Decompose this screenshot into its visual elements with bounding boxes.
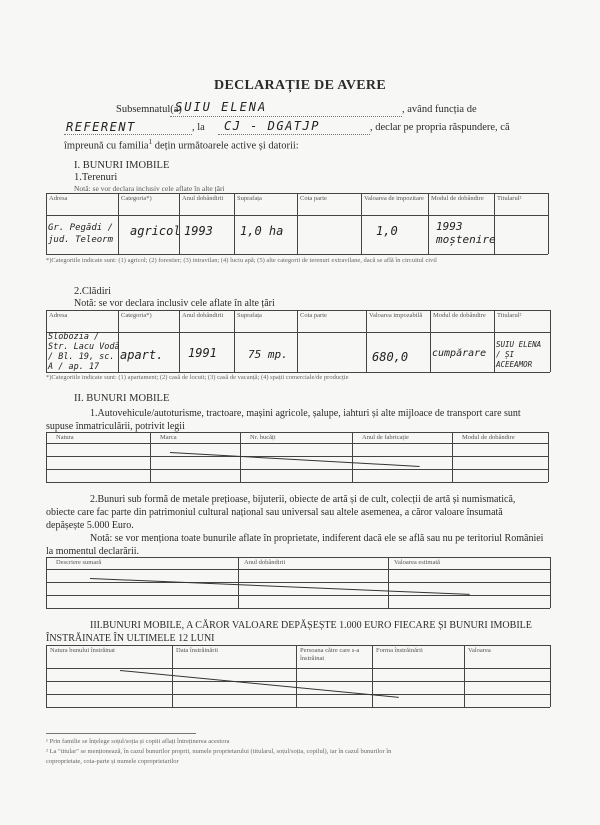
teren-categoria: agricol xyxy=(130,224,181,238)
cl-col-modul: Modul de dobândire xyxy=(433,312,486,319)
col-cota: Cota parte xyxy=(300,195,327,202)
auto-col-marca: Marca xyxy=(160,434,177,441)
cladire-modul: cumpărare xyxy=(432,348,487,359)
terenuri-footnote: *)Categoriile indicate sunt: (1) agricol; (2) forestier; (3) intravilan; (4) luciu apă; (5) alte categorii de terenuri extravilane, dacă se află în circuitul civil xyxy=(46,257,437,264)
intro-la: , la xyxy=(192,122,205,133)
bunuri-text-1: 2.Bunuri sub formă de metale prețioase, bijuterii, obiecte de artă și de cult, colecții de artă și numismatică, xyxy=(90,494,516,505)
intro-line2: împreună cu familia$^1$ dețin următoarele active și datorii: xyxy=(64,138,299,152)
teren-suprafata: 1,0 ha xyxy=(240,224,284,238)
bunuri-text-3: depășește 5.000 Euro. xyxy=(46,520,134,531)
col-titular: Titularul² xyxy=(497,195,522,202)
col-anul: Anul dobândirii xyxy=(182,195,224,202)
intro-declar: , declar pe propria răspundere, că xyxy=(370,122,510,133)
col-categoria: Categoria*) xyxy=(121,195,152,202)
col-suprafata: Suprafața xyxy=(237,195,262,202)
bunuri-strike-line xyxy=(90,578,470,595)
bunuri-note-1: Notă: se vor menționa toate bunurile aflate în proprietate, indiferent dacă ele se află sau nu pe teritoriul României xyxy=(90,533,544,544)
col-modul: Modul de dobândire xyxy=(431,195,484,202)
intro-avand: , având funcția de xyxy=(402,104,477,115)
section-2-title: II. BUNURI MOBILE xyxy=(74,393,170,404)
intro-subsemnatul: Subsemnatul(a) xyxy=(116,104,182,115)
declarant-function: REFERENT xyxy=(66,120,136,134)
terenuri-title: 1.Terenuri xyxy=(74,172,118,183)
teren-anul: 1993 xyxy=(184,224,213,238)
teren-valoarea: 1,0 xyxy=(376,224,398,238)
cladiri-footnote: *)Categoriile indicate sunt: (1) apartament; (2) casă de locuit; (3) casă de vacanță; (4) spații comerciale/de producție xyxy=(46,374,349,381)
footnote-2b: coproprietate, cota-parte și numele coproprietarilor xyxy=(46,758,179,765)
terenuri-note: Notă: se vor declara inclusiv cele aflate în alte țări xyxy=(74,184,225,193)
teren-adresa: Gr. Pegădi / jud. Teleorm xyxy=(48,223,114,245)
footnote-1: ¹ Prin familie se înțelege soțul/soția și copiii aflați întreținerea acestora xyxy=(46,738,230,745)
footnote-2a: ² La "titular" se menționează, în cazul bunurilor proprii, numele proprietarului (titularul, soțul/soția, copilul), iar în cazul bunurilor în xyxy=(46,748,392,755)
cl-col-adresa: Adresa xyxy=(49,312,68,319)
instr-col-persoana: Persoana către care s-a înstrăinat xyxy=(300,647,360,662)
col-adresa: Adresa xyxy=(49,195,68,202)
auto-text-1: 1.Autovehicule/autoturisme, tractoare, mașini agricole, șalupe, iahturi și alte mijloace de transport care sunt xyxy=(90,408,521,419)
auto-col-nr: Nr. bucăți xyxy=(250,434,276,441)
auto-col-modul: Modul de dobândire xyxy=(462,434,515,441)
auto-strike-line xyxy=(170,452,420,467)
section-3-title-2: ÎNSTRĂINATE ÎN ULTIMELE 12 LUNI xyxy=(46,633,215,644)
teren-modul: 1993 moștenire xyxy=(436,220,496,246)
cladire-valoarea: 680,0 xyxy=(372,350,409,364)
section-1-title: I. BUNURI IMOBILE xyxy=(74,160,170,171)
cl-col-cota: Cota parte xyxy=(300,312,327,319)
col-valoarea: Valoarea de impozitare xyxy=(364,195,424,202)
cl-col-titular: Titularul² xyxy=(497,312,522,319)
cladiri-note: Notă: se vor declara inclusiv cele aflate în alte țări xyxy=(74,298,275,309)
cladire-categoria: apart. xyxy=(120,348,164,362)
auto-col-anul: Anul de fabricație xyxy=(362,434,409,441)
auto-text-2: supuse înmatriculării, potrivit legii xyxy=(46,421,185,432)
page-title: DECLARAȚIE DE AVERE xyxy=(214,78,386,93)
cladire-suprafata: 75 mp. xyxy=(248,348,288,361)
declarant-institution: CJ - DGATJP xyxy=(224,119,320,133)
instr-col-natura: Natura bunului înstrăinat xyxy=(50,647,115,654)
bunuri-note-2: la momentul declarării. xyxy=(46,546,140,557)
cl-col-categoria: Categoria*) xyxy=(121,312,152,319)
bunuri-text-2: obiecte care fac parte din patrimoniul cultural național sau universal sau altele asemenea, a căror valoare însumată xyxy=(46,507,503,518)
auto-col-natura: Natura xyxy=(56,434,74,441)
cl-col-suprafata: Suprafața xyxy=(237,312,262,319)
bunuri-col-valoarea: Valoarea estimată xyxy=(394,559,441,566)
section-3-title-1: III.BUNURI MOBILE, A CĂROR VALOARE DEPĂȘEȘTE 1.000 EURO FIECARE ȘI BUNURI IMOBILE xyxy=(90,620,532,631)
instr-col-valoarea: Valoarea xyxy=(468,647,491,654)
cladire-anul: 1991 xyxy=(188,346,217,360)
bunuri-col-descriere: Descriere sumară xyxy=(56,559,102,566)
instr-col-forma: Forma înstrăinării xyxy=(376,647,423,654)
bunuri-col-anul: Anul dobândirii xyxy=(244,559,286,566)
cladire-titular: SUIU ELENA / ȘI ACEEAMOR xyxy=(496,340,542,369)
cladire-adresa: Slobozia / Str. Lacu Vodă / Bl. 19, sc. A / ap. 17 xyxy=(48,332,120,372)
cl-col-valoarea: Valoarea impozabilă xyxy=(369,312,423,319)
cl-col-anul: Anul dobândirii xyxy=(182,312,224,319)
instr-col-data: Data înstrăinării xyxy=(176,647,219,654)
declarant-name: SUIU ELENA xyxy=(175,100,268,114)
cladiri-title: 2.Clădiri xyxy=(74,286,112,297)
